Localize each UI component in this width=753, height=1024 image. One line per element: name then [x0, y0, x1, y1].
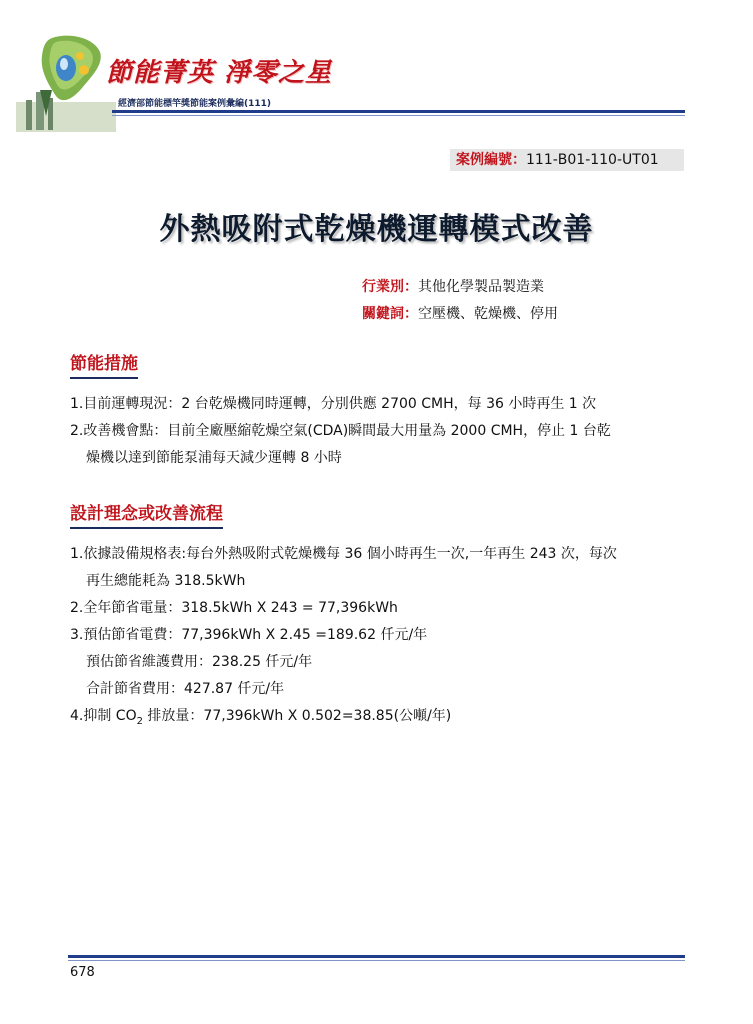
brand-title: 節能菁英 淨零之星 [106, 58, 333, 88]
section-heading-design: 設計理念或改善流程 [70, 499, 223, 529]
measures-line-3: 燥機以達到節能泵浦每天減少運轉 8 小時 [86, 450, 342, 466]
design-line-co2 [70, 705, 451, 727]
keywords-label: 關鍵詞： [362, 306, 418, 322]
design-line-4: 3.預估節省電費：77,396kWh X 2.45 =189.62 仟元/年 [70, 627, 428, 643]
document-title: 外熱吸附式乾燥機運轉模式改善 [159, 212, 594, 247]
keywords-line [362, 303, 558, 323]
footer-rule [68, 955, 685, 958]
measures-line-1: 1.目前運轉現況：2 台乾燥機同時運轉，分別供應 2700 CMH，每 36 小時再生 1 次 [70, 396, 597, 412]
co2-prefix: 4.抑制 CO [70, 708, 137, 724]
co2-suffix: 排放量：77,396kWh X 0.502=38.85(公噸/年) [142, 708, 452, 724]
header-rule-thin [112, 115, 685, 116]
design-line-2: 再生總能耗為 318.5kWh [86, 573, 246, 589]
design-line-5: 預估節省維護費用：238.25 仟元/年 [86, 654, 313, 670]
keywords-value: 空壓機、乾燥機、停用 [418, 306, 558, 322]
industry-label: 行業別： [362, 279, 418, 295]
case-number-label: 案例編號： [456, 152, 526, 168]
industry-line [362, 276, 544, 296]
design-line-1: 1.依據設備規格表:每台外熱吸附式乾燥機每 36 個小時再生一次,一年再生 243 次，每次 [70, 546, 617, 562]
case-number-value: 111-B01-110-UT01 [526, 152, 659, 168]
page-header [0, 0, 753, 140]
footer-rule-thin [68, 960, 685, 961]
co2-subscript: 2 [136, 715, 143, 727]
header-rule [112, 110, 685, 113]
section-heading-measures: 節能措施 [70, 349, 138, 379]
page-number: 678 [70, 965, 95, 980]
case-number-box [450, 149, 684, 171]
brand-subtitle: 經濟部節能標竿獎節能案例彙編(111) [118, 99, 272, 109]
industry-value: 其他化學製品製造業 [418, 279, 544, 295]
design-line-3: 2.全年節省電量：318.5kWh X 243 = 77,396kWh [70, 600, 398, 616]
measures-line-2: 2.改善機會點：目前全廠壓縮乾燥空氣(CDA)瞬間最大用量為 2000 CMH，停止 1 台乾 [70, 423, 611, 439]
design-line-6: 合計節省費用：427.87 仟元/年 [86, 681, 285, 697]
